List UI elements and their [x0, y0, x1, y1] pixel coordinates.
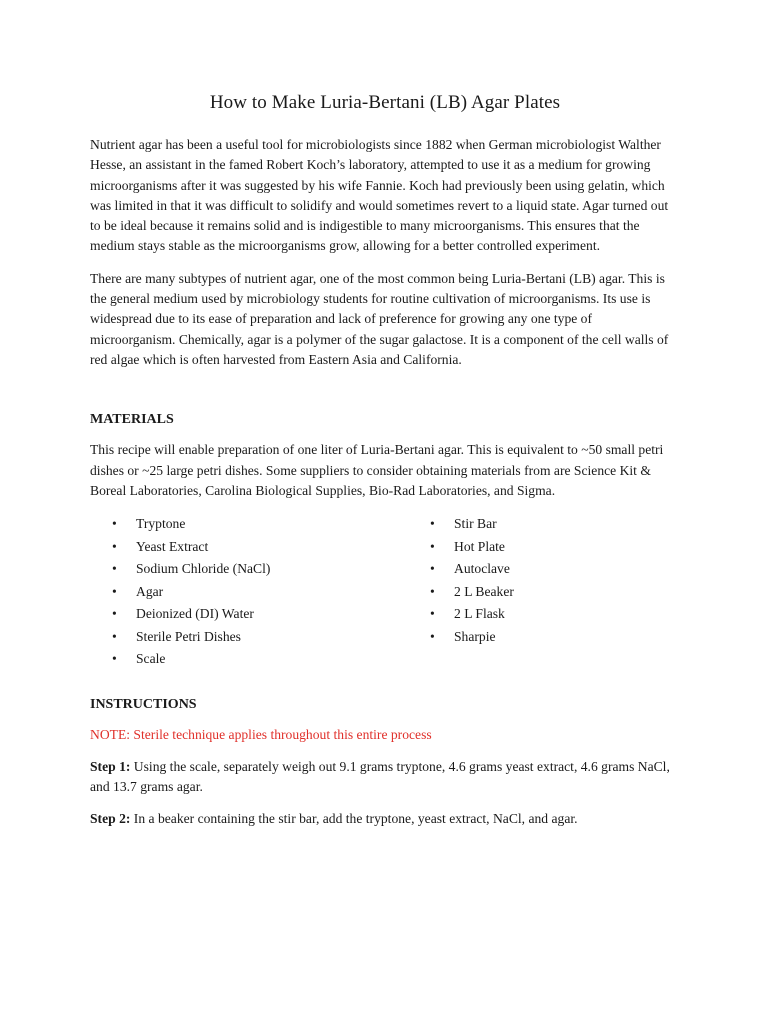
- sterile-note: NOTE: Sterile technique applies throughout this entire process: [90, 726, 432, 742]
- step-1-text: Using the scale, separately weigh out 9.1 grams tryptone, 4.6 grams yeast extract, 4.6 grams NaCl, and 13.7 grams agar.: [90, 758, 670, 794]
- materials-lists: [90, 513, 680, 671]
- list-item: • Sharpie: [428, 626, 514, 649]
- materials-list-right: [428, 513, 514, 671]
- materials-description: This recipe will enable preparation of one liter of Luria-Bertani agar. This is equivalent to ~50 small petri dishes or ~25 large petri dishes. Some suppliers to consider obtaining materials from are Science Kit & Boreal Laboratories, Carolina Biological Supplies, Bio-Rad Laboratories, and Sigma.: [90, 442, 664, 498]
- step-2: [90, 809, 680, 829]
- list-item: • Deionized (DI) Water: [110, 603, 428, 626]
- materials-heading: MATERIALS: [90, 412, 174, 428]
- list-item: • Tryptone: [110, 513, 428, 536]
- intro-paragraph-1: Nutrient agar has been a useful tool for microbiologists since 1882 when German microbiologist Walther Hesse, an assistant in the famed Robert Koch’s laboratory, attempted to use it as a medium for growing microorganisms after it was suggested by his wife Fannie. Koch had previously been using gelatin, which was limited in that it was difficult to solidify and would sometimes revert to a liquid state. Agar turned out to be ideal because it remains solid and is indigestible to many microorganisms. This ensures that the medium stays stable as the microorganisms grow, allowing for a better controlled experiment.: [90, 137, 669, 254]
- step-2-label: Step 2:: [90, 811, 131, 827]
- instructions-heading: INSTRUCTIONS: [90, 696, 197, 712]
- step-1-label: Step 1:: [90, 758, 131, 774]
- list-item: • 2 L Flask: [428, 603, 514, 626]
- list-item: • Sodium Chloride (NaCl): [110, 558, 428, 581]
- document-title: How to Make Luria-Bertani (LB) Agar Plates: [209, 92, 561, 113]
- list-item: • Hot Plate: [428, 536, 514, 559]
- list-item: • Agar: [110, 581, 428, 604]
- list-item: • Scale: [110, 648, 428, 671]
- step-2-text: In a beaker containing the stir bar, add the tryptone, yeast extract, NaCl, and agar.: [130, 811, 578, 827]
- list-item: • Sterile Petri Dishes: [110, 626, 428, 649]
- list-item: • Autoclave: [428, 558, 514, 581]
- document-page: [90, 92, 680, 842]
- list-item: • Yeast Extract: [110, 536, 428, 559]
- list-item: • 2 L Beaker: [428, 581, 514, 604]
- materials-list-left: [110, 513, 428, 671]
- intro-paragraph-2: There are many subtypes of nutrient agar, one of the most common being Luria-Bertani (LB) agar. This is the general medium used by microbiology students for routine cultivation of microorganisms. Its use is widespread due to its ease of preparation and lack of preference for growing any one type of microorganism. Chemically, agar is a polymer of the sugar galactose. It is a component of the cell walls of red algae which is often harvested from Eastern Asia and California.: [90, 270, 669, 367]
- step-1: [90, 757, 680, 798]
- list-item: • Stir Bar: [428, 513, 514, 536]
